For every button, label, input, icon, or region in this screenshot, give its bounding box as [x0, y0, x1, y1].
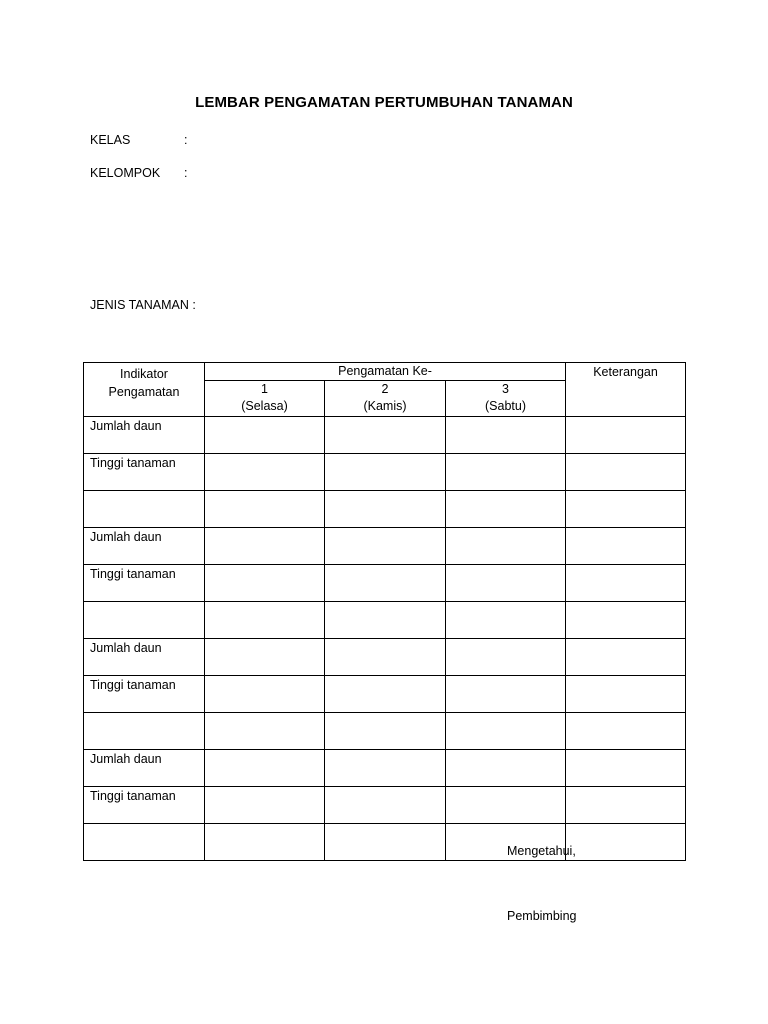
table-row: [84, 676, 686, 713]
indikator-header-line2: Pengamatan: [108, 385, 180, 399]
observation-cell[interactable]: [325, 750, 446, 787]
observation-1-header: [205, 381, 325, 417]
table-row: [84, 602, 686, 639]
pembimbing-text: Pembimbing: [507, 909, 577, 923]
table-row: [84, 565, 686, 602]
mengetahui-text: Mengetahui,: [507, 844, 576, 858]
row-indicator-label: Tinggi tanaman: [84, 454, 205, 491]
row-indicator-label: Tinggi tanaman: [84, 565, 205, 602]
row-indicator-label: [84, 491, 205, 528]
kelas-label: KELAS: [90, 133, 131, 147]
observation-cell[interactable]: [325, 454, 446, 491]
indikator-header: [84, 363, 205, 417]
observation-cell[interactable]: [325, 417, 446, 454]
keterangan-cell[interactable]: [566, 676, 686, 713]
row-indicator-label: [84, 824, 205, 861]
observation-cell[interactable]: [325, 713, 446, 750]
table-row: [84, 750, 686, 787]
observation-day: (Sabtu): [485, 399, 527, 413]
kelompok-colon: :: [184, 166, 188, 180]
pengamatan-header: Pengamatan Ke-: [205, 363, 566, 381]
observation-cell[interactable]: [325, 639, 446, 676]
observation-cell[interactable]: [446, 491, 566, 528]
observation-cell[interactable]: [205, 676, 325, 713]
table-row: [84, 824, 686, 861]
table-row: [84, 528, 686, 565]
observation-day: (Selasa): [241, 399, 288, 413]
table-row: [84, 713, 686, 750]
keterangan-header: Keterangan: [566, 363, 686, 417]
document-title: LEMBAR PENGAMATAN PERTUMBUHAN TANAMAN: [195, 94, 573, 111]
observation-cell[interactable]: [205, 417, 325, 454]
observation-3-header: [446, 381, 566, 417]
observation-number: 3: [502, 382, 509, 396]
jenis-tanaman-field: [90, 298, 196, 312]
keterangan-cell[interactable]: [566, 565, 686, 602]
keterangan-cell[interactable]: [566, 713, 686, 750]
observation-cell[interactable]: [205, 491, 325, 528]
observation-cell[interactable]: [446, 713, 566, 750]
row-indicator-label: Jumlah daun: [84, 417, 205, 454]
observation-number: 2: [381, 382, 389, 396]
kelas-field: [90, 133, 188, 147]
row-indicator-label: [84, 602, 205, 639]
observation-cell[interactable]: [325, 824, 446, 861]
keterangan-cell[interactable]: [566, 454, 686, 491]
keterangan-cell[interactable]: [566, 602, 686, 639]
observation-cell[interactable]: [205, 787, 325, 824]
table-row: [84, 454, 686, 491]
observation-cell[interactable]: [446, 454, 566, 491]
row-indicator-label: Tinggi tanaman: [84, 676, 205, 713]
jenis-tanaman-label: JENIS TANAMAN :: [90, 298, 196, 312]
keterangan-cell[interactable]: [566, 528, 686, 565]
observation-cell[interactable]: [446, 676, 566, 713]
observation-cell[interactable]: [446, 528, 566, 565]
observation-cell[interactable]: [325, 787, 446, 824]
observation-cell[interactable]: [325, 565, 446, 602]
observation-number: 1: [261, 382, 268, 396]
keterangan-cell[interactable]: [566, 787, 686, 824]
observation-cell[interactable]: [325, 676, 446, 713]
observation-cell[interactable]: [325, 602, 446, 639]
observation-cell[interactable]: [205, 750, 325, 787]
observation-cell[interactable]: [446, 565, 566, 602]
keterangan-cell[interactable]: [566, 417, 686, 454]
observation-day: (Kamis): [363, 399, 407, 413]
table-row: [84, 491, 686, 528]
row-indicator-label: Jumlah daun: [84, 528, 205, 565]
observation-cell[interactable]: [205, 713, 325, 750]
kelompok-label: KELOMPOK: [90, 166, 161, 180]
kelas-colon: :: [184, 133, 188, 147]
row-indicator-label: [84, 713, 205, 750]
observation-cell[interactable]: [205, 639, 325, 676]
observation-cell[interactable]: [446, 639, 566, 676]
observation-cell[interactable]: [325, 528, 446, 565]
observation-table: [83, 362, 686, 861]
row-indicator-label: Jumlah daun: [84, 750, 205, 787]
observation-cell[interactable]: [446, 750, 566, 787]
keterangan-cell[interactable]: [566, 639, 686, 676]
table-row: [84, 639, 686, 676]
observation-cell[interactable]: [205, 454, 325, 491]
row-indicator-label: Jumlah daun: [84, 639, 205, 676]
observation-cell[interactable]: [446, 787, 566, 824]
observation-cell[interactable]: [205, 528, 325, 565]
observation-cell[interactable]: [446, 417, 566, 454]
keterangan-cell[interactable]: [566, 824, 686, 861]
observation-cell[interactable]: [325, 491, 446, 528]
kelompok-field: [90, 166, 188, 180]
keterangan-cell[interactable]: [566, 491, 686, 528]
indikator-header-line1: Indikator: [120, 367, 168, 381]
row-indicator-label: Tinggi tanaman: [84, 787, 205, 824]
observation-cell[interactable]: [205, 602, 325, 639]
keterangan-cell[interactable]: [566, 750, 686, 787]
table-row: [84, 417, 686, 454]
table-row: [84, 787, 686, 824]
observation-cell[interactable]: [446, 602, 566, 639]
observation-cell[interactable]: [205, 565, 325, 602]
observation-cell[interactable]: [205, 824, 325, 861]
observation-2-header: [325, 381, 446, 417]
